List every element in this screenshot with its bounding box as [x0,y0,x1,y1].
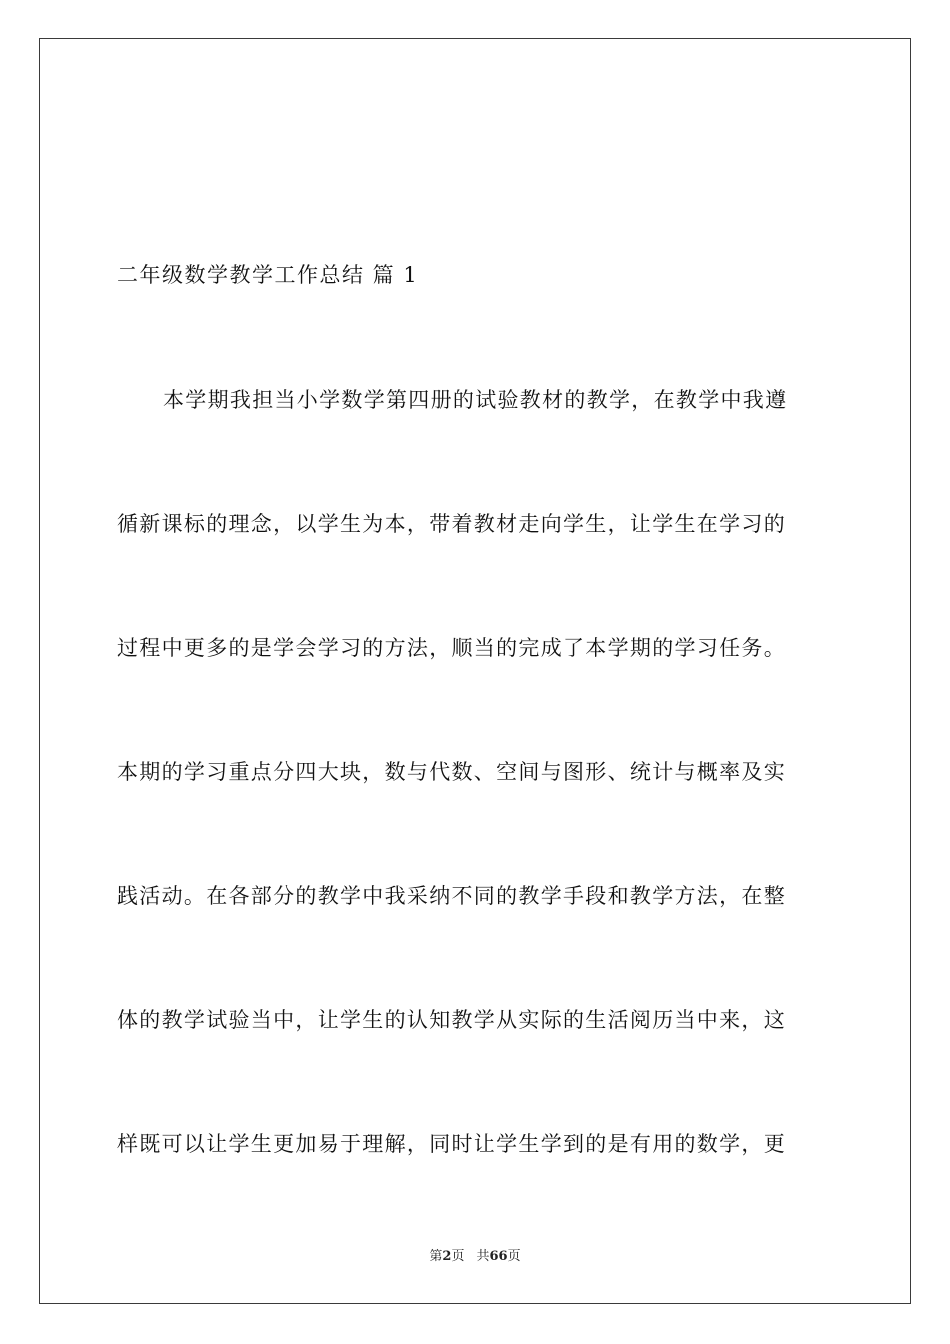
document-title: 二年级数学教学工作总结 篇 1 [117,263,419,287]
page-prefix: 第 [429,1249,443,1264]
body-line-2: 循新课标的理念，以学生为本，带着教材走向学生，让学生在学习的 [117,512,786,536]
page-footer [0,1245,950,1264]
body-line-3: 过程中更多的是学会学习的方法，顺当的完成了本学期的学习任务。 [117,636,786,660]
body-line-7: 样既可以让学生更加易于理解，同时让学生学到的是有用的数学，更 [117,1132,786,1156]
total-page-count: 66 [489,1249,508,1264]
body-line-6: 体的教学试验当中，让学生的认知教学从实际的生活阅历当中来，这 [117,1008,786,1032]
body-line-5: 践活动。在各部分的教学中我采纳不同的教学手段和教学方法，在整 [117,884,786,908]
current-page-number: 2 [442,1249,452,1264]
body-line-1: 本学期我担当小学数学第四册的试验教材的教学，在教学中我遵 [163,388,788,412]
total-prefix: 共 [476,1249,490,1264]
page-suffix: 页 [451,1249,465,1264]
page-border [39,38,911,1304]
total-suffix: 页 [507,1249,521,1264]
body-line-4: 本期的学习重点分四大块，数与代数、空间与图形、统计与概率及实 [117,760,786,784]
